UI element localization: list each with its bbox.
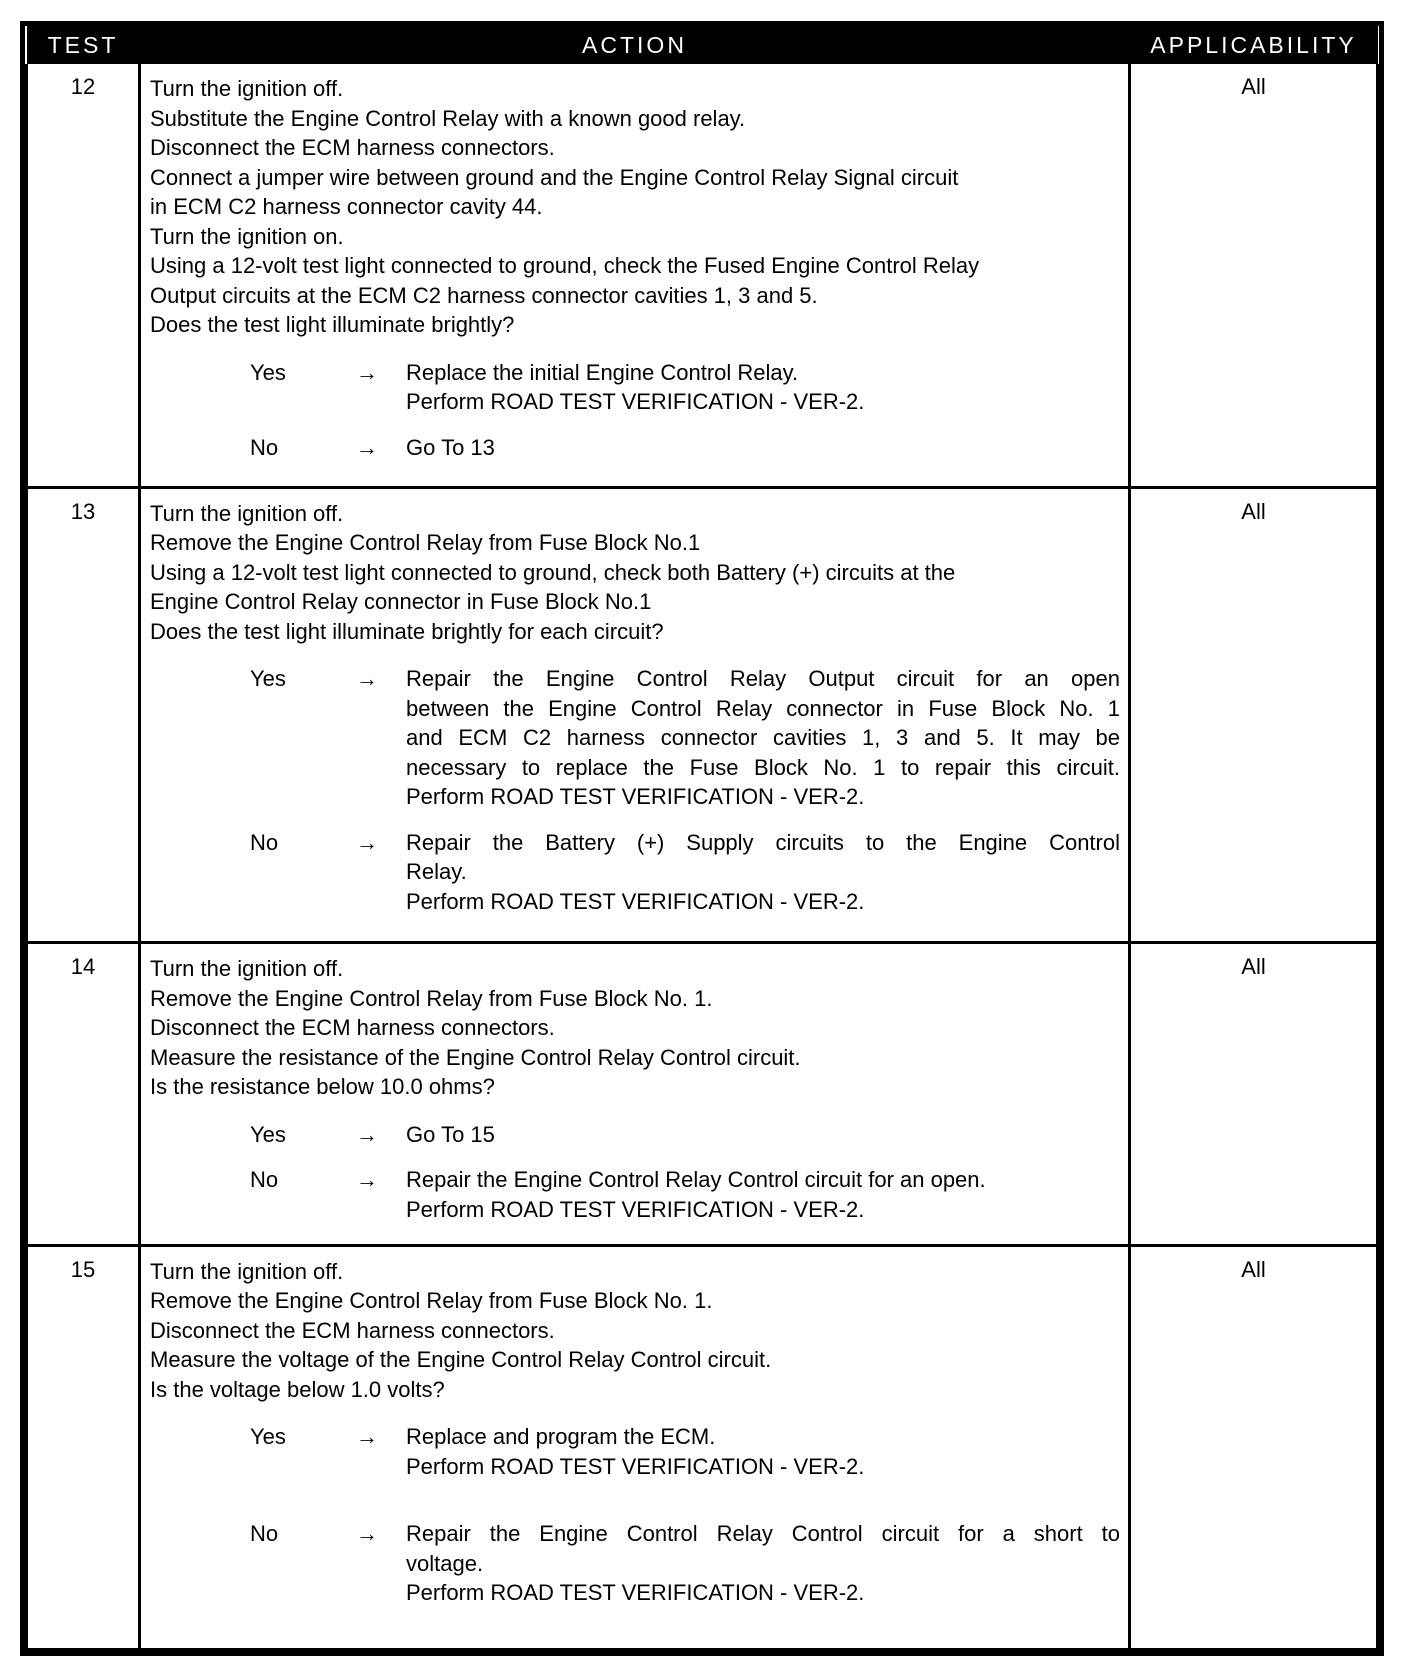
outcome-no [150, 828, 1120, 917]
outcome-yes [150, 358, 1120, 417]
outcome-yes-label: Yes [250, 359, 286, 385]
arrow-right-icon: → [356, 829, 378, 855]
table-body [27, 64, 1378, 1650]
action-step: Disconnect the ECM harness connectors. [150, 1317, 555, 1343]
arrow-right-icon: → [356, 1521, 378, 1547]
action-step: Remove the Engine Control Relay from Fuse Block No. 1. [150, 1288, 713, 1314]
action-step: Measure the voltage of the Engine Control Relay Control circuit. [150, 1347, 772, 1373]
result-line: Perform ROAD TEST VERIFICATION - VER-2. [406, 1580, 865, 1606]
table-row [27, 64, 1378, 487]
action-step: Remove the Engine Control Relay from Fuse Block No.1 [150, 530, 701, 556]
action-step: Substitute the Engine Control Relay with a known good relay. [150, 105, 746, 131]
action-cell [140, 1245, 1130, 1649]
outcome-yes [150, 664, 1120, 812]
action-step: Remove the Engine Control Relay from Fuse Block No. 1. [150, 985, 713, 1011]
outcome-no-label: No [250, 829, 279, 855]
action-steps [150, 1257, 1120, 1405]
action-steps [150, 954, 1120, 1102]
outcome-no-result [406, 433, 1120, 463]
outcome-yes-result [406, 1120, 1120, 1150]
result-line: Perform ROAD TEST VERIFICATION - VER-2. [406, 1196, 865, 1222]
action-step: Turn the ignition on. [150, 223, 344, 249]
action-step: Turn the ignition off. [150, 500, 344, 526]
header-row [27, 26, 1378, 64]
outcome-no-label: No [250, 1167, 279, 1193]
arrow-right-icon: → [356, 666, 378, 692]
result-line: Repair the Engine Control Relay Control circuit for a short to [406, 1521, 1120, 1547]
outcome-yes-label: Yes [250, 1121, 286, 1147]
result-line: Repair the Battery (+) Supply circuits to the Engine Control [406, 829, 1120, 855]
outcome-yes-result [406, 664, 1120, 812]
arrow-right-icon: → [356, 1167, 378, 1193]
result-line: Relay. [406, 859, 467, 885]
applicability-value: All [1130, 943, 1378, 1246]
outcome-yes-result [406, 1422, 1120, 1481]
arrow-right-icon: → [356, 359, 378, 385]
outcome-no [150, 1519, 1120, 1608]
result-line: and ECM C2 harness connector cavities 1, 3 and 5. It may be [406, 725, 1120, 751]
action-step: Output circuits at the ECM C2 harness connector cavities 1, 3 and 5. [150, 282, 818, 308]
result-line: voltage. [406, 1550, 484, 1576]
test-number: 12 [27, 64, 140, 487]
action-step: Does the test light illuminate brightly for each circuit? [150, 618, 664, 644]
action-steps [150, 74, 1120, 340]
result-line: between the Engine Control Relay connector in Fuse Block No. 1 [406, 695, 1120, 721]
applicability-value: All [1130, 487, 1378, 942]
outcome-yes [150, 1120, 1120, 1150]
action-cell [140, 64, 1130, 487]
action-step: in ECM C2 harness connector cavity 44. [150, 194, 543, 219]
action-cell [140, 943, 1130, 1246]
action-step: Disconnect the ECM harness connectors. [150, 1015, 555, 1041]
result-line: necessary to replace the Fuse Block No. 1 to repair this circuit. [406, 754, 1120, 780]
action-step: Connect a jumper wire between ground and the Engine Control Relay Signal circuit [150, 164, 959, 190]
test-number: 13 [27, 487, 140, 942]
diagnostic-table-sheet [20, 21, 1384, 1656]
arrow-right-icon: → [356, 1121, 378, 1147]
outcome-no-result [406, 828, 1120, 917]
table-row [27, 943, 1378, 1246]
result-line: Repair the Engine Control Relay Control circuit for an open. [406, 1167, 986, 1193]
test-number: 15 [27, 1245, 140, 1649]
result-line: Perform ROAD TEST VERIFICATION - VER-2. [406, 389, 865, 414]
action-step: Measure the resistance of the Engine Control Relay Control circuit. [150, 1044, 801, 1070]
table-row [27, 487, 1378, 942]
outcome-no-result [406, 1519, 1120, 1608]
diagnostic-table [25, 26, 1379, 1651]
result-line: Perform ROAD TEST VERIFICATION - VER-2. [406, 1453, 865, 1479]
outcome-no-label: No [250, 434, 279, 460]
action-step: Turn the ignition off. [150, 956, 344, 982]
action-step: Disconnect the ECM harness connectors. [150, 135, 555, 160]
outcome-no-result [406, 1165, 1120, 1224]
outcome-no [150, 433, 1120, 463]
header-test: TEST [27, 26, 140, 64]
outcome-yes-label: Yes [250, 666, 286, 692]
applicability-value: All [1130, 1245, 1378, 1649]
applicability-value: All [1130, 64, 1378, 487]
result-line: Go To 13 [406, 434, 495, 460]
result-line: Perform ROAD TEST VERIFICATION - VER-2. [406, 784, 865, 810]
result-line: Go To 15 [406, 1121, 495, 1147]
result-line: Replace the initial Engine Control Relay. [406, 359, 799, 385]
test-number: 14 [27, 943, 140, 1246]
action-step: Does the test light illuminate brightly? [150, 312, 515, 337]
action-step: Is the resistance below 10.0 ohms? [150, 1074, 495, 1100]
header-action: ACTION [140, 26, 1130, 64]
action-step: Engine Control Relay connector in Fuse Block No.1 [150, 589, 652, 615]
action-cell [140, 487, 1130, 942]
result-line: Replace and program the ECM. [406, 1424, 716, 1450]
action-step: Using a 12-volt test light connected to ground, check both Battery (+) circuits at the [150, 559, 956, 585]
action-step: Turn the ignition off. [150, 76, 344, 101]
result-line: Repair the Engine Control Relay Output circuit for an open [406, 666, 1120, 692]
outcome-no-label: No [250, 1521, 279, 1547]
action-step: Is the voltage below 1.0 volts? [150, 1376, 445, 1402]
outcome-no [150, 1165, 1120, 1224]
outcome-yes [150, 1422, 1120, 1481]
table-row [27, 1245, 1378, 1649]
outcome-yes-label: Yes [250, 1424, 286, 1450]
outcome-yes-result [406, 358, 1120, 417]
result-line: Perform ROAD TEST VERIFICATION - VER-2. [406, 888, 865, 914]
action-step: Using a 12-volt test light connected to ground, check the Fused Engine Control Relay [150, 253, 980, 278]
arrow-right-icon: → [356, 434, 378, 460]
action-step: Turn the ignition off. [150, 1258, 344, 1284]
action-steps [150, 499, 1120, 647]
arrow-right-icon: → [356, 1424, 378, 1450]
header-applicability: APPLICABILITY [1130, 26, 1378, 64]
